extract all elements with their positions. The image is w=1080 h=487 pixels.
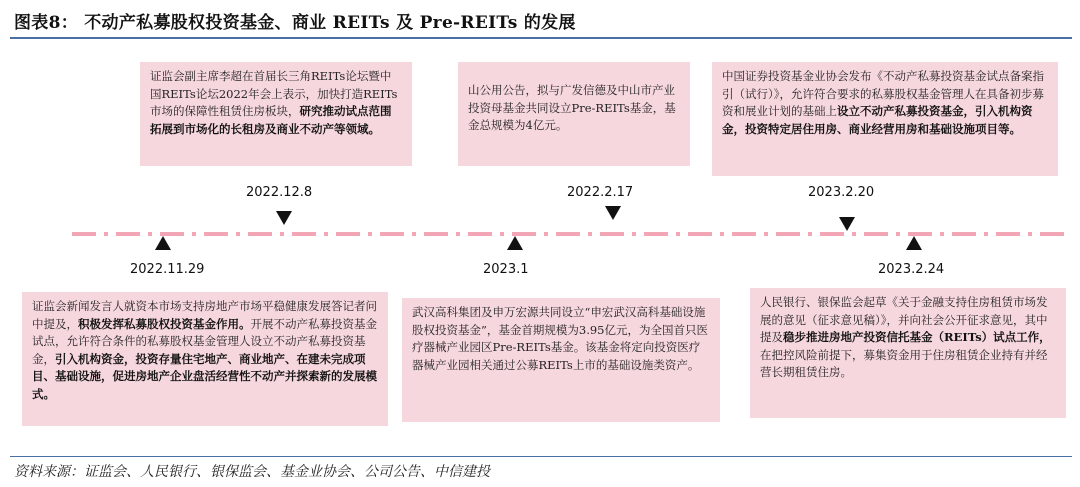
event-text: 证监会副主席李超在首届长三角REITs论坛暨中国REITs论坛2022年会上表示，加快打造REITs市场的保障性租赁住房板块， (150, 69, 398, 118)
timeline-line (72, 228, 1072, 240)
source-note: 资料来源：证监会、人民银行、银保监会、基金业协会、公司公告、中信建投 (14, 464, 490, 480)
event-text: 证监会新闻发言人就资本市场支持房地产市场平稳健康发展答记者问中提及， (32, 299, 377, 331)
event-text-bold: 研究推动试点范围拓展到市场化的长租房及商业不动产等领域。 (150, 104, 392, 136)
date-label: 2023.2.24 (878, 262, 945, 277)
event-text: 在把控风险前提下，募集资金用于住房租赁企业持有并经营长期租赁住房。 (760, 347, 1048, 379)
marker-down-icon (276, 211, 292, 225)
event-text: 中国证券投资基金业协会发布《不动产私募投资基金试点备案指引（试行）》，允许符合要求的私募股权基金管理人在具备初步募资和展业计划的基础上 (722, 69, 1044, 118)
date-label: 2022.12.8 (246, 185, 313, 200)
event-box-2022-12-8 (140, 62, 412, 166)
bottom-rule (10, 456, 1072, 457)
date-label: 2023.2.20 (808, 185, 875, 200)
marker-up-icon (155, 236, 171, 250)
top-rule (10, 37, 1072, 39)
event-box-2022-11-29 (22, 292, 388, 426)
event-text: 山公用公告，拟与广发信德及中山市产业投资母基金共同设立Pre-REITs基金，基金总规模为4亿元。 (468, 83, 676, 132)
marker-up-icon (507, 236, 523, 250)
event-box-2023-2-24 (750, 288, 1066, 418)
event-text: 开展不动产私募投资基金试点，允许符合条件的私募股权基金管理人设立不动产私募投资基金， (32, 316, 377, 366)
event-text-bold: 稳步推进房地产投资信托基金（REITs）试点工作， (783, 330, 1051, 344)
marker-down-icon (605, 206, 621, 220)
date-label: 2022.11.29 (130, 262, 205, 277)
event-text-bold: 设立不动产私募投资基金，引入机构资金，投资特定居住用房、商业经营用房和基础设施项目等。 (722, 104, 1033, 136)
event-text-bold: 引入机构资金，投资存量住宅地产、商业地产、在建未完成项目、基础设施，促进房地产企业盘活经营性不动产并探索新的发展模式。 (32, 351, 377, 401)
figure-title: 图表8： 不动产私募股权投资基金、商业 REITs 及 Pre-REITs 的发展 (14, 13, 576, 33)
event-text: 武汉高科集团及申万宏源共同设立“申宏武汉高科基础设施股权投资基金”，基金首期规模为3.95亿元，为全国首只医疗器械产业园区Pre-REITs基金。该基金将定向投资医疗器械产业园相关通过公募REITs上市的基础设施类资产。 (412, 305, 708, 372)
event-box-2022-2-17 (458, 62, 690, 166)
date-label: 2023.1 (483, 262, 529, 277)
marker-up-icon (906, 236, 922, 250)
event-text-bold: 积极发挥私募股权投资基金作用。 (78, 316, 251, 331)
date-label: 2022.2.17 (567, 185, 634, 200)
event-box-2023-2-20 (712, 62, 1058, 176)
event-text: 人民银行、银保监会起草《关于金融支持住房租赁市场发展的意见（征求意见稿）》，并向社会公开征求意见，其中提及 (760, 295, 1048, 344)
event-box-2023-1 (402, 298, 720, 422)
